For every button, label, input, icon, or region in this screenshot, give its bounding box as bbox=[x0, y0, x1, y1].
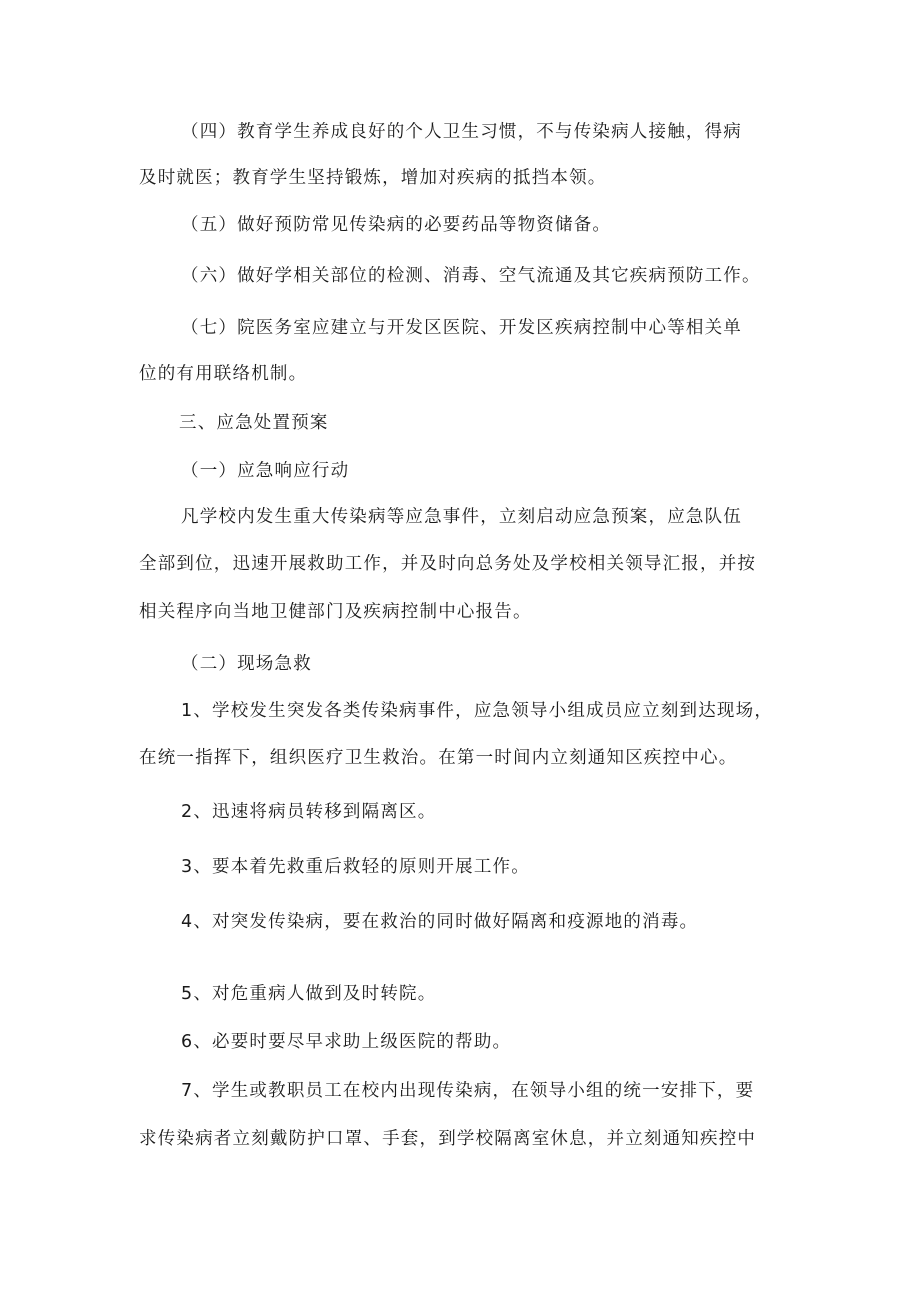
subsection-one-heading: （一）应急响应行动 bbox=[181, 461, 350, 481]
rescue-item-7-line-1: 7、学生或教职员工在校内出现传染病，在领导小组的统一安排下，要 bbox=[181, 1081, 755, 1101]
rescue-item-1-line-1: 1、学校发生突发各类传染病事件，应急领导小组成员应立刻到达现场， bbox=[181, 701, 774, 721]
item-four-line-2: 及时就医；教育学生坚持锻炼，增加对疾病的抵挡本领。 bbox=[139, 168, 607, 188]
rescue-item-7-line-2: 求传染病者立刻戴防护口罩、手套，到学校隔离室休息，并立刻通知疾控中 bbox=[139, 1129, 757, 1149]
rescue-item-5: 5、对危重病人做到及时转院。 bbox=[181, 984, 437, 1004]
rescue-item-4: 4、对突发传染病，要在救治的同时做好隔离和疫源地的消毒。 bbox=[181, 912, 699, 932]
item-seven-line-1: （七）院医务室应建立与开发区医院、开发区疾病控制中心等相关单 bbox=[181, 318, 742, 338]
item-six: （六）做好学相关部位的检测、消毒、空气流通及其它疾病预防工作。 bbox=[181, 266, 761, 286]
emergency-paragraph-line-1: 凡学校内发生重大传染病等应急事件，立刻启动应急预案，应急队伍 bbox=[181, 507, 742, 527]
rescue-item-2: 2、迅速将病员转移到隔离区。 bbox=[181, 802, 437, 822]
rescue-item-3: 3、要本着先救重后救轻的原则开展工作。 bbox=[181, 857, 530, 877]
rescue-item-6: 6、必要时要尽早求助上级医院的帮助。 bbox=[181, 1032, 512, 1052]
item-five: （五）做好预防常见传染病的必要药品等物资储备。 bbox=[181, 215, 612, 235]
subsection-two-heading: （二）现场急救 bbox=[181, 654, 312, 674]
emergency-paragraph-line-2: 全部到位，迅速开展救助工作，并及时向总务处及学校相关领导汇报，并按 bbox=[139, 554, 757, 574]
rescue-item-1-line-2: 在统一指挥下，组织医疗卫生救治。在第一时间内立刻通知区疾控中心。 bbox=[139, 748, 738, 768]
section-three-heading: 三、应急处置预案 bbox=[179, 413, 329, 433]
item-seven-line-2: 位的有用联络机制。 bbox=[139, 364, 308, 384]
item-four-line-1: （四）教育学生养成良好的个人卫生习惯，不与传染病人接触，得病 bbox=[181, 122, 742, 142]
emergency-paragraph-line-3: 相关程序向当地卫健部门及疾病控制中心报告。 bbox=[139, 602, 532, 622]
